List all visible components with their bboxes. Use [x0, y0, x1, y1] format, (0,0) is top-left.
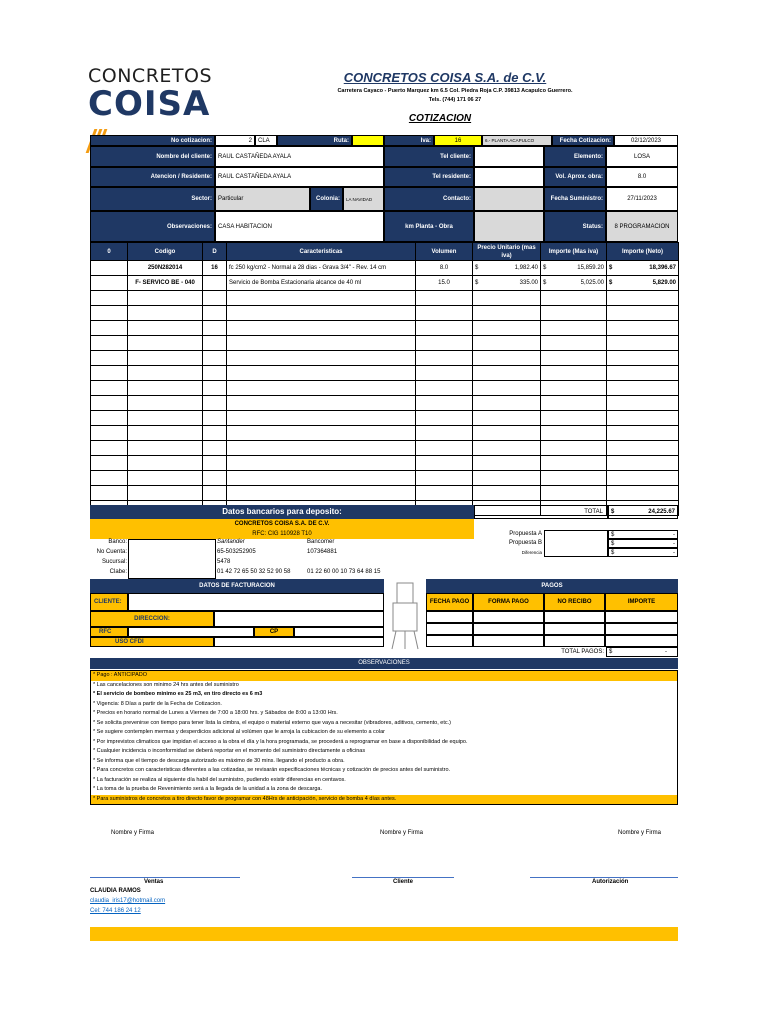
table-row-empty: [91, 411, 679, 426]
seller-email-link[interactable]: claudia_iris17@hotmail.com: [90, 898, 166, 904]
pagos-forma-header: FORMA PAGO: [473, 593, 544, 611]
observaciones-label: Observaciones:: [90, 211, 215, 242]
col-header-index: 0: [91, 243, 128, 261]
diferencia-currency: $: [611, 550, 615, 556]
billing-rfc-label: RFC: [90, 627, 128, 637]
obs-line: * Se sugiere contemplen mermas y desperdicios adicional al volúmen que le arroja la cubicacion de su elemento a colar: [93, 729, 385, 735]
tel-residente-label: Tel residente:: [384, 167, 474, 187]
row-importe-currency: $: [543, 280, 547, 286]
col-header-d: D: [203, 243, 227, 261]
logo-bottom-text: COISA: [88, 84, 211, 124]
billing-rfc-field[interactable]: [128, 627, 254, 637]
phone-line: Tels. (744) 171 06 27: [428, 97, 482, 103]
contacto-value: [474, 187, 544, 211]
table-row: [91, 276, 679, 291]
row-neto: 18,396.67: [649, 265, 676, 271]
billing-cliente-field[interactable]: [128, 593, 384, 611]
iva-value: 16: [434, 135, 482, 146]
row-importe: 15,859.20: [577, 265, 604, 271]
volumen-label: Vol. Aprox. obra:: [544, 167, 606, 187]
cliente-caption: Cliente: [393, 879, 414, 885]
obs-line: * Vigencia: 8 Días a partir de la Fecha de Cotizacion.: [93, 700, 222, 707]
fecha-cotizacion-label: Fecha Cotizacion:: [552, 135, 614, 146]
billing-direccion-label: DIRECCION:: [90, 611, 214, 627]
sucursal-label: Sucursal:: [101, 559, 127, 565]
sector-label: Sector:: [90, 187, 215, 211]
observaciones-list: [90, 670, 678, 805]
bank1-sucursal: 5478: [217, 559, 231, 565]
row-d: [203, 276, 227, 291]
info-row-3: [90, 167, 678, 187]
row-vol: 8.0: [416, 261, 473, 276]
row-d: 16: [203, 261, 227, 276]
banco-label: Banco:: [108, 539, 127, 545]
clabe-label: Clabe:: [109, 569, 127, 575]
billing-cp-field[interactable]: [294, 627, 384, 637]
row-precio: 335.00: [519, 280, 538, 286]
table-row-empty: [91, 321, 679, 336]
table-row-empty: [91, 306, 679, 321]
bank1-name: Santander: [217, 539, 245, 545]
row-precio-currency: $: [475, 280, 479, 286]
obs-line: * Por imprevistos climaticos que impidan el acceso a la obra el día y la hora programada, se procederá a reprogramar en base a disponibilidad de equipo.: [93, 738, 468, 745]
items-table: [90, 242, 679, 516]
table-row-empty: [91, 471, 679, 486]
obs-line: * La facturación se realiza al siguiente día habil del suministro, pudiendo existir diferencias en centavos.: [93, 776, 346, 783]
obs-line: * Para concretos con caracteristicas diferentes a las cotizadas, se revisarán especificaciones técnicas y cotización de precios antes del suministro.: [93, 767, 451, 773]
info-row-5: [90, 211, 678, 242]
document-title: COTIZACION: [408, 113, 472, 124]
table-row-empty: [91, 336, 679, 351]
table-row-empty: [91, 486, 679, 501]
propuesta-b-label: Propuesta B: [508, 540, 542, 546]
iva-label: Iva:: [384, 135, 434, 146]
obs-line: * Pago : ANTICIPADO: [91, 671, 677, 681]
cliente-value: RAUL CASTAÑEDA AYALA: [215, 146, 384, 167]
table-row-empty: [91, 396, 679, 411]
fecha-suministro-value: 27/11/2023: [606, 187, 678, 211]
row-vol: 15.0: [416, 276, 473, 291]
col-header-importe: Importe (Mas iva): [541, 243, 607, 261]
plant-icon: [384, 579, 426, 657]
col-header-neto: Importe (Neto): [607, 243, 679, 261]
autorizacion-signature-line: [530, 877, 678, 878]
observaciones-value: CASA HABITACION: [215, 211, 384, 242]
obs-line: * Las cancelaciones son minimo 24 hrs antes del suministro: [93, 681, 239, 688]
status-label: Status:: [544, 211, 606, 242]
logo-top-text: CONCRETOS: [88, 65, 213, 87]
diferencia-value: -: [673, 550, 675, 556]
table-row-empty: [91, 366, 679, 381]
table-row: [91, 261, 679, 276]
seller-phone-link[interactable]: Cel: 744 186 24 12: [90, 908, 141, 914]
obs-line: * Cualquier incidencia o inconformidad se deberá reportar en el momento del suministro directamente a oficinas: [93, 748, 366, 754]
contacto-label: Contacto:: [384, 187, 474, 211]
pagos-importe-header: IMPORTE: [605, 593, 678, 611]
propuesta-a-currency: $: [611, 532, 615, 538]
diferencia-label: Diferencia: [521, 550, 542, 555]
obs-line: * Precios en horario normal de Lunes a Viernes de 7:00 a 18:00 hrs. y Sábados de 8:00 a 13:00 Hrs.: [93, 710, 338, 716]
billing-direccion-field[interactable]: [214, 611, 384, 627]
billing-cliente-label: CLIENTE:: [90, 593, 128, 611]
bank1-clabe: 01 42 72 65 50 32 52 90 58: [217, 569, 291, 575]
total-pagos-value: -: [665, 649, 667, 655]
total-value: 24,225.67: [648, 509, 675, 515]
autorizacion-caption: Autorización: [592, 879, 629, 885]
table-row-empty: [91, 441, 679, 456]
signature-autorizacion-label: Nombre y Firma: [618, 830, 662, 836]
km-planta-label: km Planta - Obra: [384, 211, 474, 242]
table-row-empty: [91, 351, 679, 366]
total-pagos-currency: $: [609, 649, 613, 655]
propuesta-b-value: -: [673, 541, 675, 547]
company-logo: [88, 66, 218, 130]
billing-uso-field[interactable]: [214, 637, 384, 647]
fecha-cotizacion-value: 02/12/2023: [614, 135, 678, 146]
pagos-fecha-header: FECHA PAGO: [426, 593, 473, 611]
sector-value: Particular: [215, 187, 310, 211]
info-row-2: [90, 146, 678, 167]
obs-line: * Se informa que el tiempo de descarga autorizado es máximo de 30 mins. llegando el producto a obra.: [93, 757, 345, 764]
ventas-signature-line: [90, 877, 240, 878]
col-header-volumen: Volumen: [416, 243, 473, 261]
cliente-label: Nombre del cliente:: [90, 146, 215, 167]
pagos-rows: [426, 611, 678, 647]
row-precio-currency: $: [475, 265, 479, 271]
total-currency: $: [611, 509, 615, 515]
bank2-name: Bancomer: [307, 539, 335, 545]
no-cotizacion-code: CLA: [255, 135, 277, 146]
propuestas: [474, 530, 678, 558]
table-row-empty: [91, 426, 679, 441]
row-neto-currency: $: [609, 265, 613, 271]
address-line: Carretera Cayaco - Puerto Marquez km 6.5 Col. Piedra Roja C.P. 39813 Acapulco Guerrero.: [337, 88, 573, 94]
planta-value: 6.- PLANTA ACAPULCO: [482, 135, 552, 146]
bank-rfc: RFC: CIG 110928 T10: [90, 529, 474, 539]
obs-line: * Para suministros de concretos a tiro directo favor de programar con 48Hrs de anticipación, servicio de bomba 4 días antes.: [91, 795, 677, 805]
total-label: TOTAL: [474, 505, 608, 519]
pagos-recibo-header: NO RECIBO: [544, 593, 605, 611]
bank-title: Datos bancarios para deposito:: [90, 505, 474, 519]
obs-line: * La toma de la prueba de Revenimiento será a la llegada de la unidad a la zona de descarga.: [93, 786, 323, 792]
colonia-label: Colonia:: [310, 187, 343, 211]
propuesta-b-currency: $: [611, 541, 615, 547]
billing-cp-label: CP: [254, 627, 294, 637]
company-name: CONCRETOS COISA S.A. de C.V.: [343, 70, 547, 85]
propuesta-a-value: -: [673, 532, 675, 538]
bank-accounts: [90, 539, 474, 579]
colonia-value: LA NAVIDAD: [343, 187, 384, 211]
col-header-precio: Precio Unitario (mas iva): [473, 243, 541, 261]
elemento-value: LOSA: [606, 146, 678, 167]
obs-line: * El servicio de bombeo minimo es 25 m3, en tiro directo es 6 m3: [93, 691, 263, 697]
row-importe-currency: $: [543, 265, 547, 271]
row-desc: fc 250 kg/cm2 - Normal a 28 dias - Grava 3/4" - Rev. 14 cm: [227, 261, 416, 276]
signature-ventas-label: Nombre y Firma: [111, 830, 155, 836]
row-neto-currency: $: [609, 280, 613, 286]
atencion-value: RAUL CASTAÑEDA AYALA: [215, 167, 384, 187]
table-row-empty: [91, 291, 679, 306]
row-precio: 1,982.40: [514, 265, 538, 271]
col-header-codigo: Codigo: [128, 243, 203, 261]
ruta-value: [352, 135, 384, 146]
info-row-4: [90, 187, 678, 211]
row-neto: 5,829.00: [652, 280, 676, 286]
billing-title: DATOS DE FACTURACION: [90, 579, 384, 593]
items-header-row: [91, 243, 679, 261]
elemento-label: Elemento:: [544, 146, 606, 167]
bank2-clabe: 01 22 60 00 10 73 64 88 15: [307, 569, 381, 575]
propuesta-a-label: Propuesta A: [509, 531, 542, 537]
no-cotizacion-label: No cotizacion:: [90, 135, 215, 146]
cuenta-label: No Cuenta:: [96, 549, 127, 555]
tel-cliente-value: [474, 146, 544, 167]
observaciones-title: OBSERVACIONES: [90, 658, 678, 669]
row-desc: Servicio de Bomba Estacionaria alcance de 40 ml: [227, 276, 416, 291]
table-row-empty: [91, 381, 679, 396]
info-row-1: [90, 135, 678, 146]
company-address: [290, 87, 620, 105]
total-pagos-label: TOTAL PAGOS:: [561, 649, 604, 655]
volumen-value: 8.0: [606, 167, 678, 187]
ventas-caption: Ventas: [144, 879, 164, 885]
seller-name: CLAUDIA RAMOS: [90, 888, 141, 894]
tel-residente-value: [474, 167, 544, 187]
billing-uso-label: USO CFDI: [90, 637, 214, 647]
row-importe: 5,025.00: [580, 280, 604, 286]
no-cotizacion-num: 2: [215, 135, 255, 146]
row-codigo: 250N282014: [128, 261, 203, 276]
row-codigo: F- SERVICO BE - 040: [128, 276, 203, 291]
atencion-label: Atencion / Residente:: [90, 167, 215, 187]
status-value: 8 PROGRAMACION: [606, 211, 678, 242]
pagos-title: PAGOS: [426, 579, 678, 593]
bank2-cuenta: 107364881: [307, 549, 338, 555]
obs-line: * Se solicita prevenirse con tiempo para tener lista la cimbra, el equipo o material externo que vaya a necesitar (vibradores, aditivos, cemento, etc.): [93, 719, 451, 726]
signature-cliente-label: Nombre y Firma: [380, 830, 424, 836]
tel-cliente-label: Tel cliente:: [384, 146, 474, 167]
fecha-suministro-label: Fecha Suministro:: [544, 187, 606, 211]
cliente-signature-line: [352, 877, 454, 878]
bank-company: CONCRETOS COISA S.A. DE C.V.: [90, 519, 474, 529]
km-planta-value: [474, 211, 544, 242]
table-row-empty: [91, 456, 679, 471]
footer-bar: [90, 927, 678, 941]
col-header-caracteristicas: Caracteristicas: [227, 243, 416, 261]
ruta-label: Ruta:: [277, 135, 352, 146]
bank1-cuenta: 65-503252905: [217, 549, 256, 555]
